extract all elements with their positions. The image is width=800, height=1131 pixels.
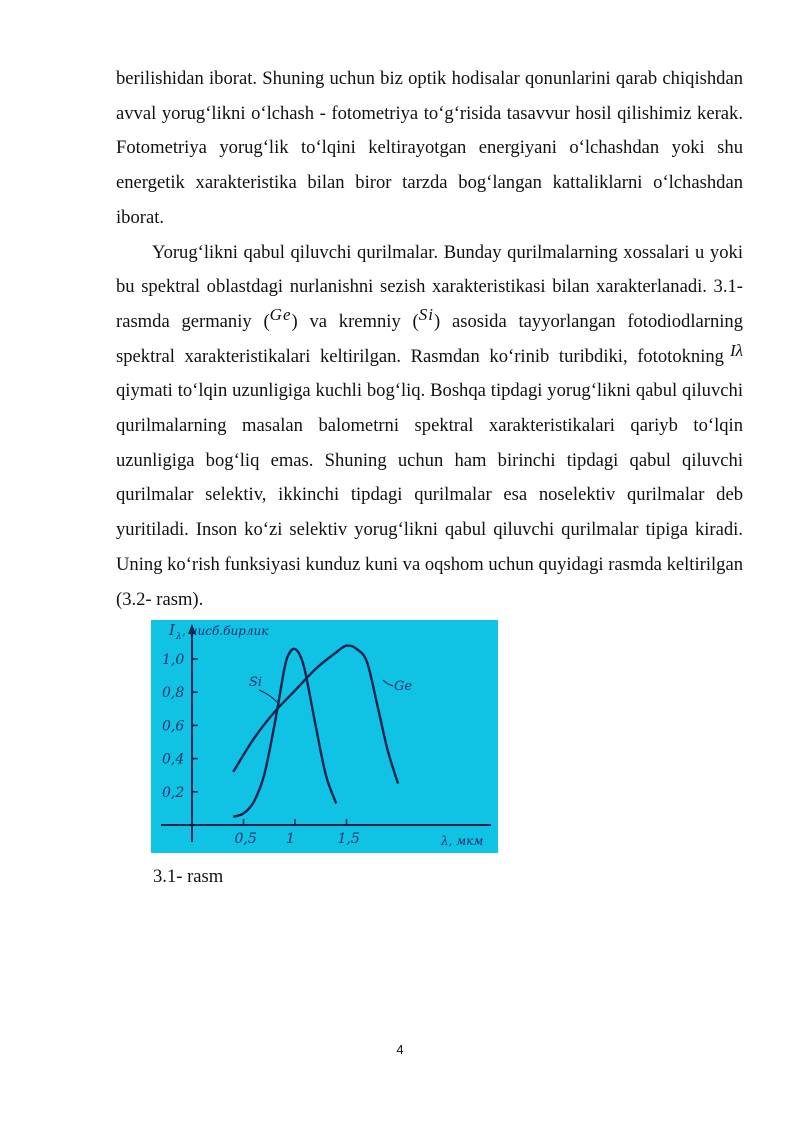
x-tick-label: 1,5	[337, 831, 360, 847]
paragraph-2-part-c: ) asosida tayyorlangan fotodiodlarning spektral xarakteristikalari keltirilgan. Rasmdan ko‘rinib turibdiki, fototokning	[116, 310, 743, 367]
y-tick-label: 0,2	[162, 784, 185, 801]
paragraph-1: berilishidan iborat. Shuning uchun biz optik hodisalar qonunlarini qarab chiqishdan avval yorug‘likni o‘lchash - fotometriya to‘g‘risida tasavvur hosil qilishimiz kerak. Fotometriya yorug‘lik to‘lqini keltirayotgan energiyani o‘lchashdan yoki shu energetik xarakteristika bilan biror tarzda bog‘langan kattaliklarni o‘lchashdan iborat.	[116, 68, 743, 228]
y-tick-label: 1,0	[162, 652, 185, 668]
page-number: 4	[396, 1042, 404, 1057]
symbol-i-lambda: Iλ	[729, 340, 743, 360]
series-label-si: Si	[249, 675, 263, 690]
body-text	[116, 62, 743, 617]
spectral-characteristics-figure	[151, 620, 498, 853]
figure-caption: 3.1- rasm	[153, 866, 224, 887]
si-leader-line	[259, 690, 277, 702]
x-tick-label: 0,5	[234, 831, 257, 847]
y-axis-units: , нисб.бирлик	[182, 624, 269, 638]
paragraph-2-part-b: ) va kremniy (	[291, 310, 419, 332]
spectral-chart	[151, 620, 498, 853]
y-tick-label: 0,8	[162, 685, 185, 702]
y-axis-label: I	[169, 621, 175, 639]
symbol-si: Si	[418, 304, 434, 324]
paragraph-2	[116, 236, 743, 618]
y-tick-label: 0,6	[162, 718, 185, 735]
symbol-ge: Ge	[269, 304, 292, 324]
paragraph-2-part-a: Yorug‘likni qabul qiluvchi qurilmalar. Bunday qurilmalarning xossalari u yoki bu spektral oblastdagi nurlanishni sezish xarakteristikasi bilan xarakterlanadi. 3.1-rasmda germaniy (	[116, 241, 743, 332]
x-tick-label: 1	[286, 831, 295, 847]
x-axis-label: λ, мкм	[441, 834, 484, 848]
series-curve-ge	[233, 646, 398, 784]
y-tick-label: 0,4	[162, 751, 185, 768]
ge-leader-line	[383, 680, 393, 686]
y-axis-subscript: λ	[176, 632, 182, 642]
series-label-ge: Ge	[394, 679, 413, 694]
paragraph-2-part-d: qiymati to‘lqin uzunligiga kuchli bog‘liq. Boshqa tipdagi yorug‘likni qabul qiluvchi qurilmalarning masalan balometrni spektral xarakteristikalari qariyb to‘lqin uzunligiga bog‘liq emas. Shuning uchun ham birinchi tipdagi qabul qiluvchi qurilmalar selektiv, ikkinchi tipdagi qurilmalar esa noselektiv qurilmalar deb yuritiladi. Inson ko‘zi selektiv yorug‘likni qabul qiluvchi qurilmalar tipiga kiradi. Uning ko‘rish funksiyasi kunduz kuni va oqshom uchun quyidagi rasmda keltirilgan (3.2- rasm).	[116, 380, 743, 610]
